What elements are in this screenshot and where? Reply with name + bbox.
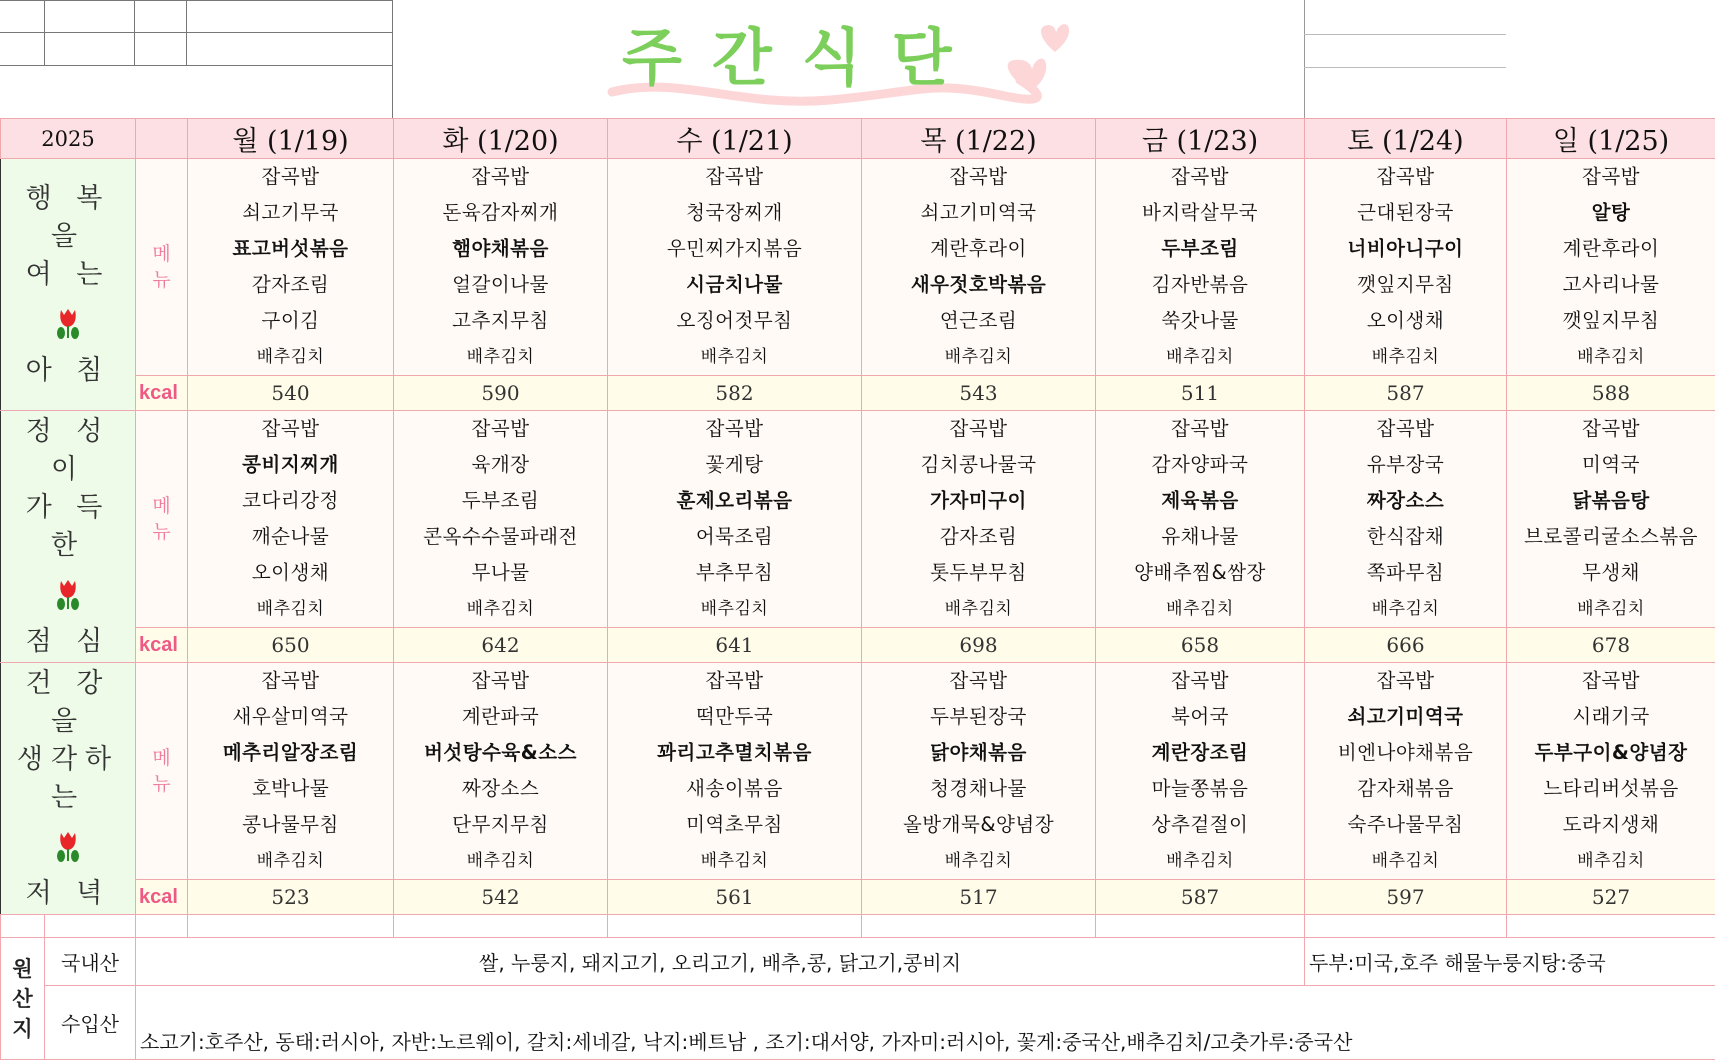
kcal-value: 543 [862,376,1096,411]
menu-item: 브로콜리굴소스볶음 [1507,519,1715,555]
menu-tag [136,159,188,376]
menu-item: 잡곡밥 [1305,159,1506,195]
header-blank [136,119,188,159]
menu-item: 부추무침 [608,555,861,591]
menu-item: 계란장조림 [1096,735,1304,771]
domestic-origins: 쌀, 누룽지, 돼지고기, 오리고기, 배추,콩, 닭고기,콩비지 [136,938,1305,986]
origin-label [1,938,45,1060]
menu-item: 코다리강정 [188,483,393,519]
origin-domestic-row [1,938,1715,986]
menu-tag [136,663,188,880]
menu-item: 깻잎지무침 [1305,267,1506,303]
kcal-row [1,880,1715,915]
imported-origins: 소고기:호주산, 동태:러시아, 자반:노르웨이, 갈치:세네갈, 낙지:베트남 , 조기:대서양, 가자미:러시아, 꽃게:중국산,배추김치/고춧가루:중국산 [136,986,1715,1060]
kcal-value: 698 [862,628,1096,663]
menu-item: 잡곡밥 [188,411,393,447]
menu-item: 미역초무침 [608,807,861,843]
kcal-label: kcal [136,880,188,915]
header-row [1,119,1715,159]
spacer-cell [45,915,136,938]
menu-item: 오징어젓무침 [608,303,861,339]
menu-item: 배추김치 [1507,591,1715,627]
menu-item: 바지락살무국 [1096,195,1304,231]
menu-item: 새우젓호박볶음 [862,267,1095,303]
origin-label-char: 산 [12,987,32,1011]
menu-item: 배추김치 [608,843,861,879]
menu-item: 잡곡밥 [1096,159,1304,195]
menu-item: 배추김치 [188,843,393,879]
menu-item: 꽃게탕 [608,447,861,483]
menu-item: 잡곡밥 [862,663,1095,699]
meal-label [1,411,136,663]
menu-item: 감자양파국 [1096,447,1304,483]
origin-import-row [1,986,1715,1060]
kcal-value: 641 [608,628,862,663]
menu-item: 두부된장국 [862,699,1095,735]
menu-item: 쑥갓나물 [1096,303,1304,339]
menu-item: 가자미구이 [862,483,1095,519]
spacer-cell [862,915,1096,938]
menu-item: 도라지생채 [1507,807,1715,843]
menu-item: 유채나물 [1096,519,1304,555]
menu-item: 새우살미역국 [188,699,393,735]
menu-item: 알탕 [1507,195,1715,231]
day-header: 금 (1/23) [1096,119,1305,159]
kcal-value: 582 [608,376,862,411]
menu-item: 배추김치 [862,843,1095,879]
menu-item: 잡곡밥 [862,411,1095,447]
menu-item: 잡곡밥 [394,663,607,699]
menu-item: 꽈리고추멸치볶음 [608,735,861,771]
day-header: 월 (1/19) [188,119,394,159]
menu-item: 배추김치 [394,591,607,627]
origin-label-char: 지 [12,1017,32,1041]
menu-item: 배추김치 [608,591,861,627]
menu-item: 너비아니구이 [1305,231,1506,267]
menu-item: 배추김치 [1305,843,1506,879]
domestic-label: 국내산 [45,938,136,986]
menu-item: 시금치나물 [608,267,861,303]
menu-item: 잡곡밥 [608,411,861,447]
title-banner [600,0,1100,115]
menu-tag-char: 뉴 [152,521,170,543]
menu-item: 배추김치 [394,339,607,375]
meal-row [1,159,1715,376]
menu-item: 연근조림 [862,303,1095,339]
menu-item: 비엔나야채볶음 [1305,735,1506,771]
kcal-value: 527 [1507,880,1715,915]
top-left-grid [0,0,393,100]
menu-item: 한식잡채 [1305,519,1506,555]
menu-item: 잡곡밥 [608,663,861,699]
menu-item: 두부구이&양념장 [1507,735,1715,771]
menu-item: 제육볶음 [1096,483,1304,519]
top-right-grid [1304,0,1506,100]
menu-cell [394,411,608,628]
kcal-row [1,376,1715,411]
spacer-cell [394,915,608,938]
menu-item: 두부조림 [394,483,607,519]
menu-item: 배추김치 [1096,843,1304,879]
page-title: 주간식단 [622,8,982,97]
menu-cell [608,411,862,628]
kcal-value: 511 [1096,376,1305,411]
menu-item: 잡곡밥 [1096,663,1304,699]
menu-item: 무생채 [1507,555,1715,591]
menu-item: 상추겉절이 [1096,807,1304,843]
menu-item: 배추김치 [1305,591,1506,627]
menu-item: 계란후라이 [1507,231,1715,267]
menu-item: 깨순나물 [188,519,393,555]
other-origins: 두부:미국,호주 해물누룽지탕:중국 [1305,938,1715,986]
tulip-icon [51,577,85,611]
menu-item: 메추리알장조림 [188,735,393,771]
kcal-label: kcal [136,376,188,411]
meal-label-line: 여 는 [1,256,135,294]
meal-label-line: 저 녁 [1,875,135,913]
menu-cell [188,411,394,628]
meal-row [1,411,1715,628]
tulip-icon [51,829,85,863]
meal-label-line: 행 복 을 [1,180,135,256]
menu-item: 배추김치 [862,339,1095,375]
year-label: 2025 [1,119,136,159]
menu-item: 콩나물무침 [188,807,393,843]
menu-item: 새송이볶음 [608,771,861,807]
menu-item: 단무지무침 [394,807,607,843]
menu-item: 잡곡밥 [1507,411,1715,447]
menu-item: 배추김치 [394,843,607,879]
meal-label [1,159,136,411]
meal-label-line: 가 득 한 [1,489,135,565]
kcal-value: 542 [394,880,608,915]
kcal-value: 561 [608,880,862,915]
day-header: 수 (1/21) [608,119,862,159]
day-header: 일 (1/25) [1507,119,1715,159]
menu-item: 짜장소스 [1305,483,1506,519]
menu-item: 떡만두국 [608,699,861,735]
meal-row [1,663,1715,880]
spacer-cell [608,915,862,938]
kcal-value: 588 [1507,376,1715,411]
menu-item: 얼갈이나물 [394,267,607,303]
menu-item: 잡곡밥 [1507,663,1715,699]
menu-item: 돈육감자찌개 [394,195,607,231]
spacer-cell [1096,915,1305,938]
menu-tag-char: 뉴 [152,773,170,795]
menu-tag-char: 뉴 [152,269,170,291]
meal-label-line: 건 강 을 [1,665,135,741]
kcal-label: kcal [136,628,188,663]
menu-item: 표고버섯볶음 [188,231,393,267]
menu-item: 청경채나물 [862,771,1095,807]
spacer-cell [1305,915,1507,938]
menu-item: 잡곡밥 [862,159,1095,195]
menu-item: 감자채볶음 [1305,771,1506,807]
menu-item: 김치콩나물국 [862,447,1095,483]
menu-item: 두부조림 [1096,231,1304,267]
menu-cell [1305,663,1507,880]
day-header: 목 (1/22) [862,119,1096,159]
menu-item: 어묵조림 [608,519,861,555]
menu-cell [1096,411,1305,628]
menu-cell [862,411,1096,628]
weekly-menu-table [0,118,1715,1060]
menu-item: 근대된장국 [1305,195,1506,231]
kcal-value: 597 [1305,880,1507,915]
kcal-value: 540 [188,376,394,411]
menu-item: 느타리버섯볶음 [1507,771,1715,807]
menu-item: 무나물 [394,555,607,591]
kcal-value: 587 [1305,376,1507,411]
menu-cell [188,663,394,880]
menu-item: 호박나물 [188,771,393,807]
import-label: 수입산 [45,986,136,1060]
menu-item: 배추김치 [1096,591,1304,627]
kcal-value: 650 [188,628,394,663]
menu-item: 계란후라이 [862,231,1095,267]
menu-item: 잡곡밥 [394,411,607,447]
menu-item: 배추김치 [188,339,393,375]
menu-item: 버섯탕수육&소스 [394,735,607,771]
menu-item: 마늘쫑볶음 [1096,771,1304,807]
menu-item: 배추김치 [1507,843,1715,879]
menu-cell [394,663,608,880]
menu-item: 쪽파무침 [1305,555,1506,591]
menu-cell [1507,663,1715,880]
menu-item: 시래기국 [1507,699,1715,735]
menu-item: 육개장 [394,447,607,483]
menu-item: 콘옥수수물파래전 [394,519,607,555]
menu-cell [608,159,862,376]
menu-item: 북어국 [1096,699,1304,735]
menu-item: 오이생채 [1305,303,1506,339]
tulip-icon [51,306,85,340]
menu-item: 잡곡밥 [608,159,861,195]
menu-item: 배추김치 [188,591,393,627]
menu-item: 잡곡밥 [394,159,607,195]
menu-item: 구이김 [188,303,393,339]
menu-item: 짜장소스 [394,771,607,807]
menu-item: 쇠고기미역국 [862,195,1095,231]
kcal-value: 523 [188,880,394,915]
menu-tag-char: 메 [152,243,170,265]
menu-item: 잡곡밥 [1507,159,1715,195]
kcal-value: 678 [1507,628,1715,663]
menu-cell [862,159,1096,376]
menu-item: 청국장찌개 [608,195,861,231]
menu-item: 김자반볶음 [1096,267,1304,303]
menu-item: 톳두부무침 [862,555,1095,591]
menu-cell [1507,159,1715,376]
menu-item: 훈제오리볶음 [608,483,861,519]
menu-item: 고사리나물 [1507,267,1715,303]
meal-label-line: 생각하는 [1,741,135,817]
menu-cell [608,663,862,880]
spacer-cell [136,915,188,938]
kcal-value: 658 [1096,628,1305,663]
day-header: 화 (1/20) [394,119,608,159]
menu-item: 계란파국 [394,699,607,735]
spacer-cell [188,915,394,938]
menu-cell [1305,159,1507,376]
meal-label [1,663,136,915]
menu-item: 유부장국 [1305,447,1506,483]
menu-tag-char: 메 [152,747,170,769]
meal-label-line: 아 침 [1,352,135,390]
menu-item: 잡곡밥 [188,663,393,699]
menu-item: 우민찌가지볶음 [608,231,861,267]
menu-item: 감자조림 [862,519,1095,555]
kcal-value: 590 [394,376,608,411]
menu-item: 배추김치 [1096,339,1304,375]
menu-item: 잡곡밥 [1305,411,1506,447]
menu-item: 쇠고기무국 [188,195,393,231]
spacer-cell [1,915,45,938]
menu-item: 배추김치 [608,339,861,375]
menu-item: 잡곡밥 [1096,411,1304,447]
menu-cell [862,663,1096,880]
menu-cell [1096,159,1305,376]
menu-item: 배추김치 [1507,339,1715,375]
menu-item: 잡곡밥 [1305,663,1506,699]
meal-label-line: 정 성 이 [1,413,135,489]
menu-item: 양배추찜&쌈장 [1096,555,1304,591]
menu-cell [1096,663,1305,880]
menu-cell [1507,411,1715,628]
menu-cell [394,159,608,376]
menu-item: 닭볶음탕 [1507,483,1715,519]
menu-tag [136,411,188,628]
menu-item: 햄야채볶음 [394,231,607,267]
menu-item: 숙주나물무침 [1305,807,1506,843]
menu-item: 콩비지찌개 [188,447,393,483]
menu-item: 미역국 [1507,447,1715,483]
menu-item: 감자조림 [188,267,393,303]
menu-item: 오이생채 [188,555,393,591]
day-header: 토 (1/24) [1305,119,1507,159]
kcal-value: 666 [1305,628,1507,663]
origin-label-char: 원 [12,957,32,981]
menu-item: 고추지무침 [394,303,607,339]
meal-label-line: 점 심 [1,623,135,661]
spacer-row [1,915,1715,938]
kcal-value: 517 [862,880,1096,915]
menu-item: 닭야채볶음 [862,735,1095,771]
menu-item: 깻잎지무침 [1507,303,1715,339]
menu-tag-char: 메 [152,495,170,517]
kcal-value: 642 [394,628,608,663]
menu-cell [188,159,394,376]
spacer-cell [1507,915,1715,938]
menu-item: 쇠고기미역국 [1305,699,1506,735]
menu-item: 배추김치 [1305,339,1506,375]
kcal-value: 587 [1096,880,1305,915]
menu-item: 잡곡밥 [188,159,393,195]
menu-item: 올방개묵&양념장 [862,807,1095,843]
menu-cell [1305,411,1507,628]
kcal-row [1,628,1715,663]
menu-item: 배추김치 [862,591,1095,627]
